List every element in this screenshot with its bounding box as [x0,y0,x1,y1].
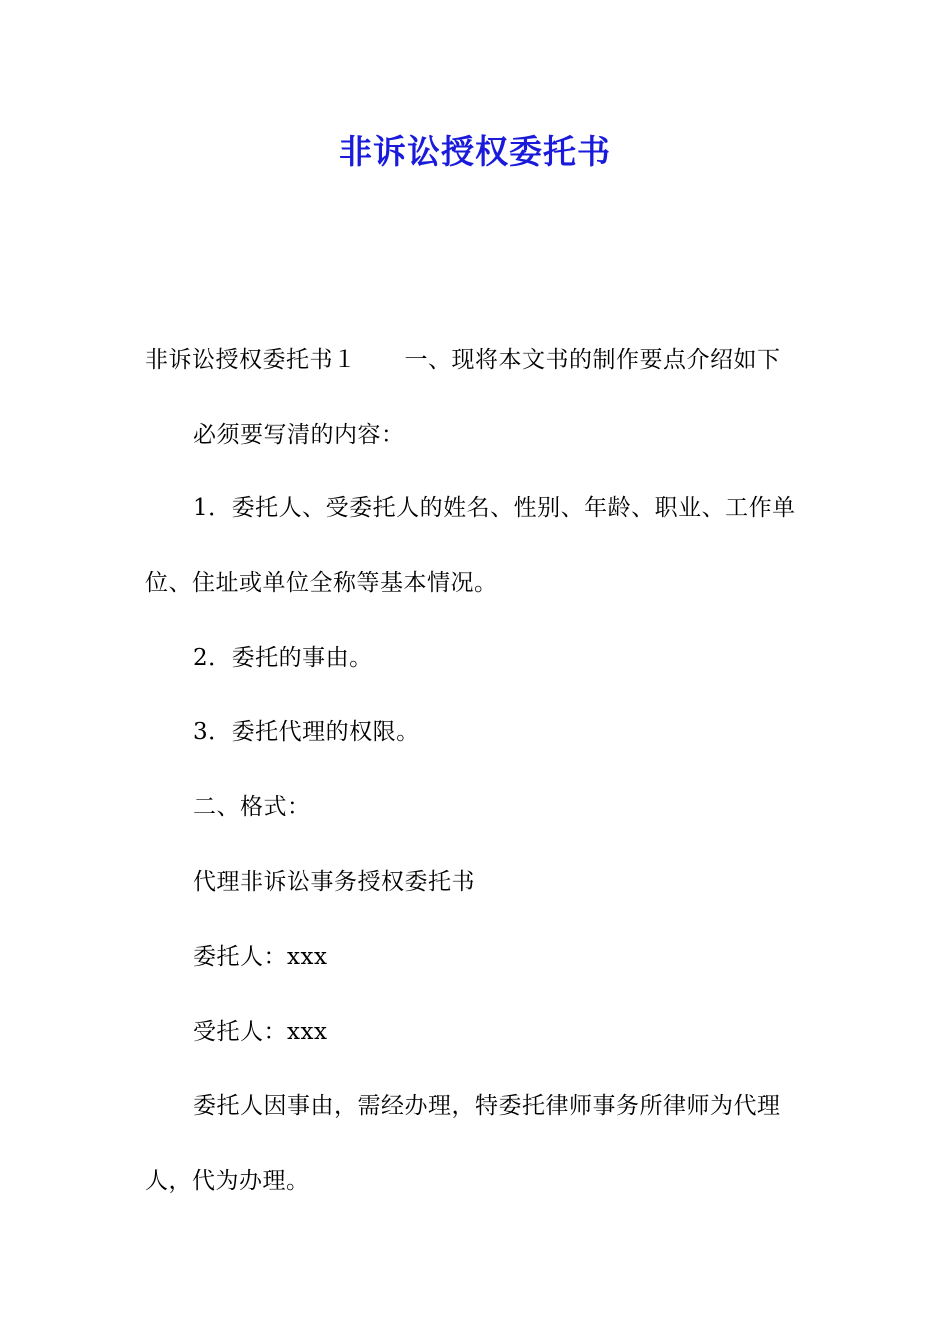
document-title: 非诉讼授权委托书 [339,132,611,171]
intro-text: 一、现将本文书的制作要点介绍如下 [404,347,781,373]
paragraph-line: 必须要写清的内容： [193,422,405,448]
paragraph-line: 委托人：xxx [193,944,328,970]
paragraph-line: 委托人因事由，需经办理，特委托律师事务所律师为代理 [193,1093,781,1119]
paragraph-line: 位、住址或单位全称等基本情况。 [145,570,498,596]
intro-line [145,344,781,376]
paragraph-line: 二、格式： [193,794,311,820]
paragraph-line: 2．委托的事由。 [193,645,373,671]
paragraph-line: 代理非诉讼事务授权委托书 [193,869,475,895]
intro-label: 非诉讼授权委托书１ [145,347,357,373]
paragraph-line: 3．委托代理的权限。 [193,719,420,745]
paragraph-line: 受托人：xxx [193,1019,328,1045]
paragraph-line: 人，代为办理。 [145,1168,310,1194]
paragraph-line: 1．委托人、受委托人的姓名、性别、年龄、职业、工作单 [193,495,796,521]
